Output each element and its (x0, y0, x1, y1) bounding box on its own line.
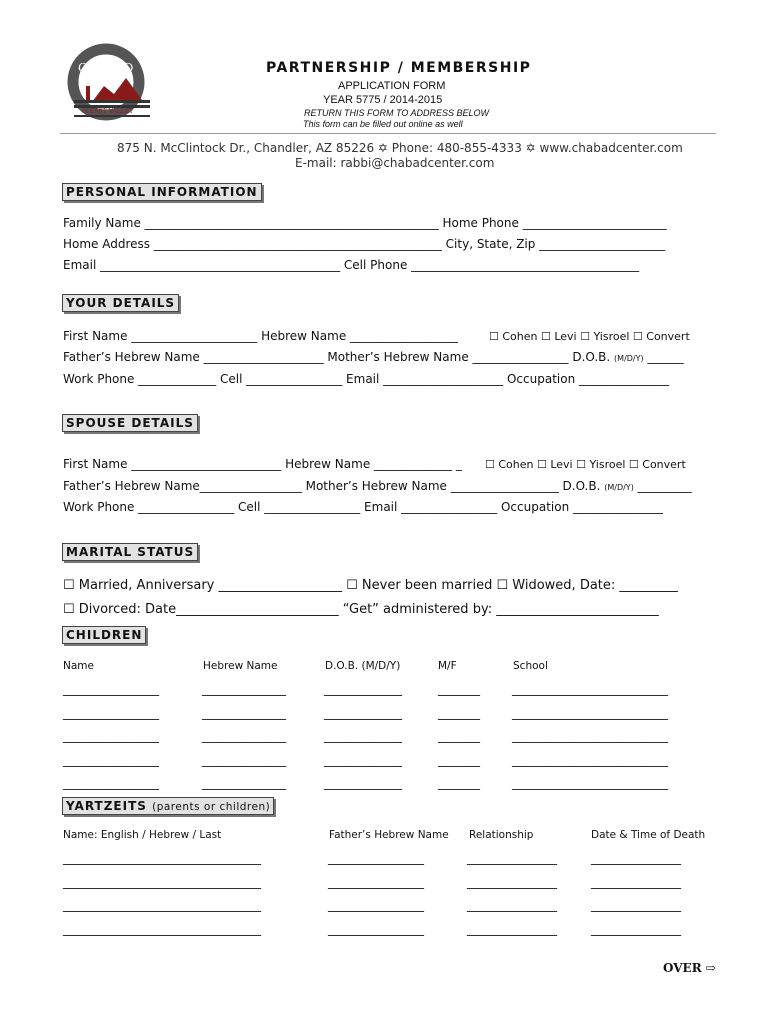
marital-status-heading: MARITAL STATUS (62, 543, 198, 561)
yartzeit-blank-field[interactable]: _______________ (591, 874, 681, 889)
svg-text:of EAST VALLEY: of EAST VALLEY (82, 108, 134, 115)
child-blank-field[interactable]: _______ (438, 705, 480, 720)
your-details-row-1[interactable]: First Name _____________________ Hebrew Name __________________ (63, 329, 459, 343)
yartzeit-blank-field[interactable]: ________________ (328, 851, 424, 865)
child-blank-field[interactable]: _____________ (324, 705, 402, 720)
yartzeit-blank-field[interactable]: _________________________________ (63, 874, 261, 889)
yartzeit-blank-field[interactable]: _______________ (467, 898, 557, 912)
yartzeit-blank-field[interactable]: _________________________________ (63, 921, 261, 936)
yartzeit-blank-field[interactable]: _______________ (591, 898, 681, 912)
personal-row-3[interactable]: Email ________________________________________ Cell Phone ______________________________________ (63, 258, 640, 272)
yartzeit-blank-field[interactable]: ________________ (328, 898, 424, 912)
form-subtitle: APPLICATION FORM (338, 80, 446, 92)
email-line: E-mail: rabbi@chabadcenter.com (295, 156, 495, 170)
child-blank-field[interactable]: _____________ (324, 729, 402, 743)
children-heading: CHILDREN (62, 626, 146, 644)
form-title: PARTNERSHIP / MEMBERSHIP (266, 60, 532, 76)
yartzeits-col-date-of-death: Date & Time of Death (591, 829, 706, 841)
address-line: 875 N. McClintock Dr., Chandler, AZ 85226 ✡ Phone: 480-855-4333 ✡ www.chabadcenter.com (117, 141, 683, 155)
children-col-hebrew-name: Hebrew Name (203, 660, 278, 672)
svg-text:CHABAD: CHABAD (78, 61, 134, 75)
yartzeit-blank-field[interactable]: _______________ (591, 921, 681, 936)
children-col-dob: D.O.B. (M/D/Y) (325, 660, 401, 672)
spouse-details-row-2[interactable]: Father’s Hebrew Name_________________ Mother’s Hebrew Name __________________ D.O.B. (M/D/Y) _________ (63, 479, 692, 493)
children-col-gender: M/F (438, 660, 457, 672)
child-blank-field[interactable]: __________________________ (512, 705, 668, 720)
yartzeit-blank-field[interactable]: _________________________________ (63, 851, 261, 865)
yartzeits-col-fathers-name: Father’s Hebrew Name (329, 829, 449, 841)
yartzeits-col-relationship: Relationship (469, 829, 534, 841)
child-blank-field[interactable]: ______________ (202, 705, 286, 720)
child-blank-field[interactable]: _______ (438, 682, 480, 696)
child-blank-field[interactable]: ________________ (63, 682, 159, 696)
child-blank-field[interactable]: ______________ (202, 729, 286, 743)
yartzeit-blank-field[interactable]: _______________ (467, 921, 557, 936)
online-note: This form can be filled out online as well (303, 119, 463, 129)
child-blank-field[interactable]: _______ (438, 729, 480, 743)
child-blank-field[interactable]: ________________ (63, 729, 159, 743)
spouse-details-row-1[interactable]: First Name _________________________ Hebrew Name _____________ _ (63, 457, 462, 471)
child-blank-field[interactable]: ________________ (63, 776, 159, 790)
yartzeit-blank-field[interactable]: _______________ (467, 851, 557, 865)
spouse-details-heading: SPOUSE DETAILS (62, 414, 198, 432)
marital-row-1[interactable]: ☐ Married, Anniversary ___________________ ☐ Never been married ☐ Widowed, Date: _________ (63, 578, 678, 593)
children-col-name: Name (63, 660, 94, 672)
personal-info-heading: PERSONAL INFORMATION (62, 183, 262, 201)
child-blank-field[interactable]: _____________ (324, 776, 402, 790)
your-details-row-3[interactable]: Work Phone _____________ Cell ________________ Email ____________________ Occupation _______________ (63, 372, 669, 386)
spouse-details-row-3[interactable]: Work Phone ________________ Cell ________________ Email ________________ Occupation _______________ (63, 500, 663, 514)
child-blank-field[interactable]: ______________ (202, 682, 286, 696)
personal-row-2[interactable]: Home Address ________________________________________________ City, State, Zip _____________________ (63, 237, 666, 251)
over-indicator: OVER ⇨ (663, 961, 716, 975)
yartzeits-heading: YARTZEITS (parents or children) (62, 797, 274, 815)
your-details-heading: YOUR DETAILS (62, 294, 179, 312)
child-blank-field[interactable]: ________________ (63, 705, 159, 720)
child-blank-field[interactable]: __________________________ (512, 752, 668, 767)
form-year: YEAR 5775 / 2014-2015 (323, 94, 443, 106)
child-blank-field[interactable]: ______________ (202, 752, 286, 767)
yartzeit-blank-field[interactable]: ________________ (328, 921, 424, 936)
yartzeit-blank-field[interactable]: _______________ (467, 874, 557, 889)
child-blank-field[interactable]: __________________________ (512, 776, 668, 790)
your-details-tribe-checkboxes[interactable]: ☐ Cohen ☐ Levi ☐ Yisroel ☐ Convert (489, 330, 690, 343)
yartzeit-blank-field[interactable]: _________________________________ (63, 898, 261, 912)
spouse-details-tribe-checkboxes[interactable]: ☐ Cohen ☐ Levi ☐ Yisroel ☐ Convert (485, 458, 686, 471)
yartzeits-col-name: Name: English / Hebrew / Last (63, 829, 222, 841)
yartzeit-blank-field[interactable]: ________________ (328, 874, 424, 889)
yartzeit-blank-field[interactable]: _______________ (591, 851, 681, 865)
personal-row-1[interactable]: Family Name _________________________________________________ Home Phone ________________________ (63, 216, 667, 230)
child-blank-field[interactable]: ______________ (202, 776, 286, 790)
child-blank-field[interactable]: __________________________ (512, 682, 668, 696)
child-blank-field[interactable]: _____________ (324, 752, 402, 767)
return-note: RETURN THIS FORM TO ADDRESS BELOW (304, 108, 490, 118)
marital-row-2[interactable]: ☐ Divorced: Date_________________________ “Get” administered by: _________________________ (63, 602, 659, 617)
child-blank-field[interactable]: _______ (438, 752, 480, 767)
child-blank-field[interactable]: _____________ (324, 682, 402, 696)
child-blank-field[interactable]: __________________________ (512, 729, 668, 743)
child-blank-field[interactable]: ________________ (63, 752, 159, 767)
child-blank-field[interactable]: _______ (438, 776, 480, 790)
your-details-row-2[interactable]: Father’s Hebrew Name ____________________ Mother’s Hebrew Name ________________ D.O.B. (M/D/Y) ______ (63, 350, 684, 364)
children-col-school: School (513, 660, 548, 672)
header-divider (60, 133, 716, 134)
chabad-logo (64, 42, 160, 124)
